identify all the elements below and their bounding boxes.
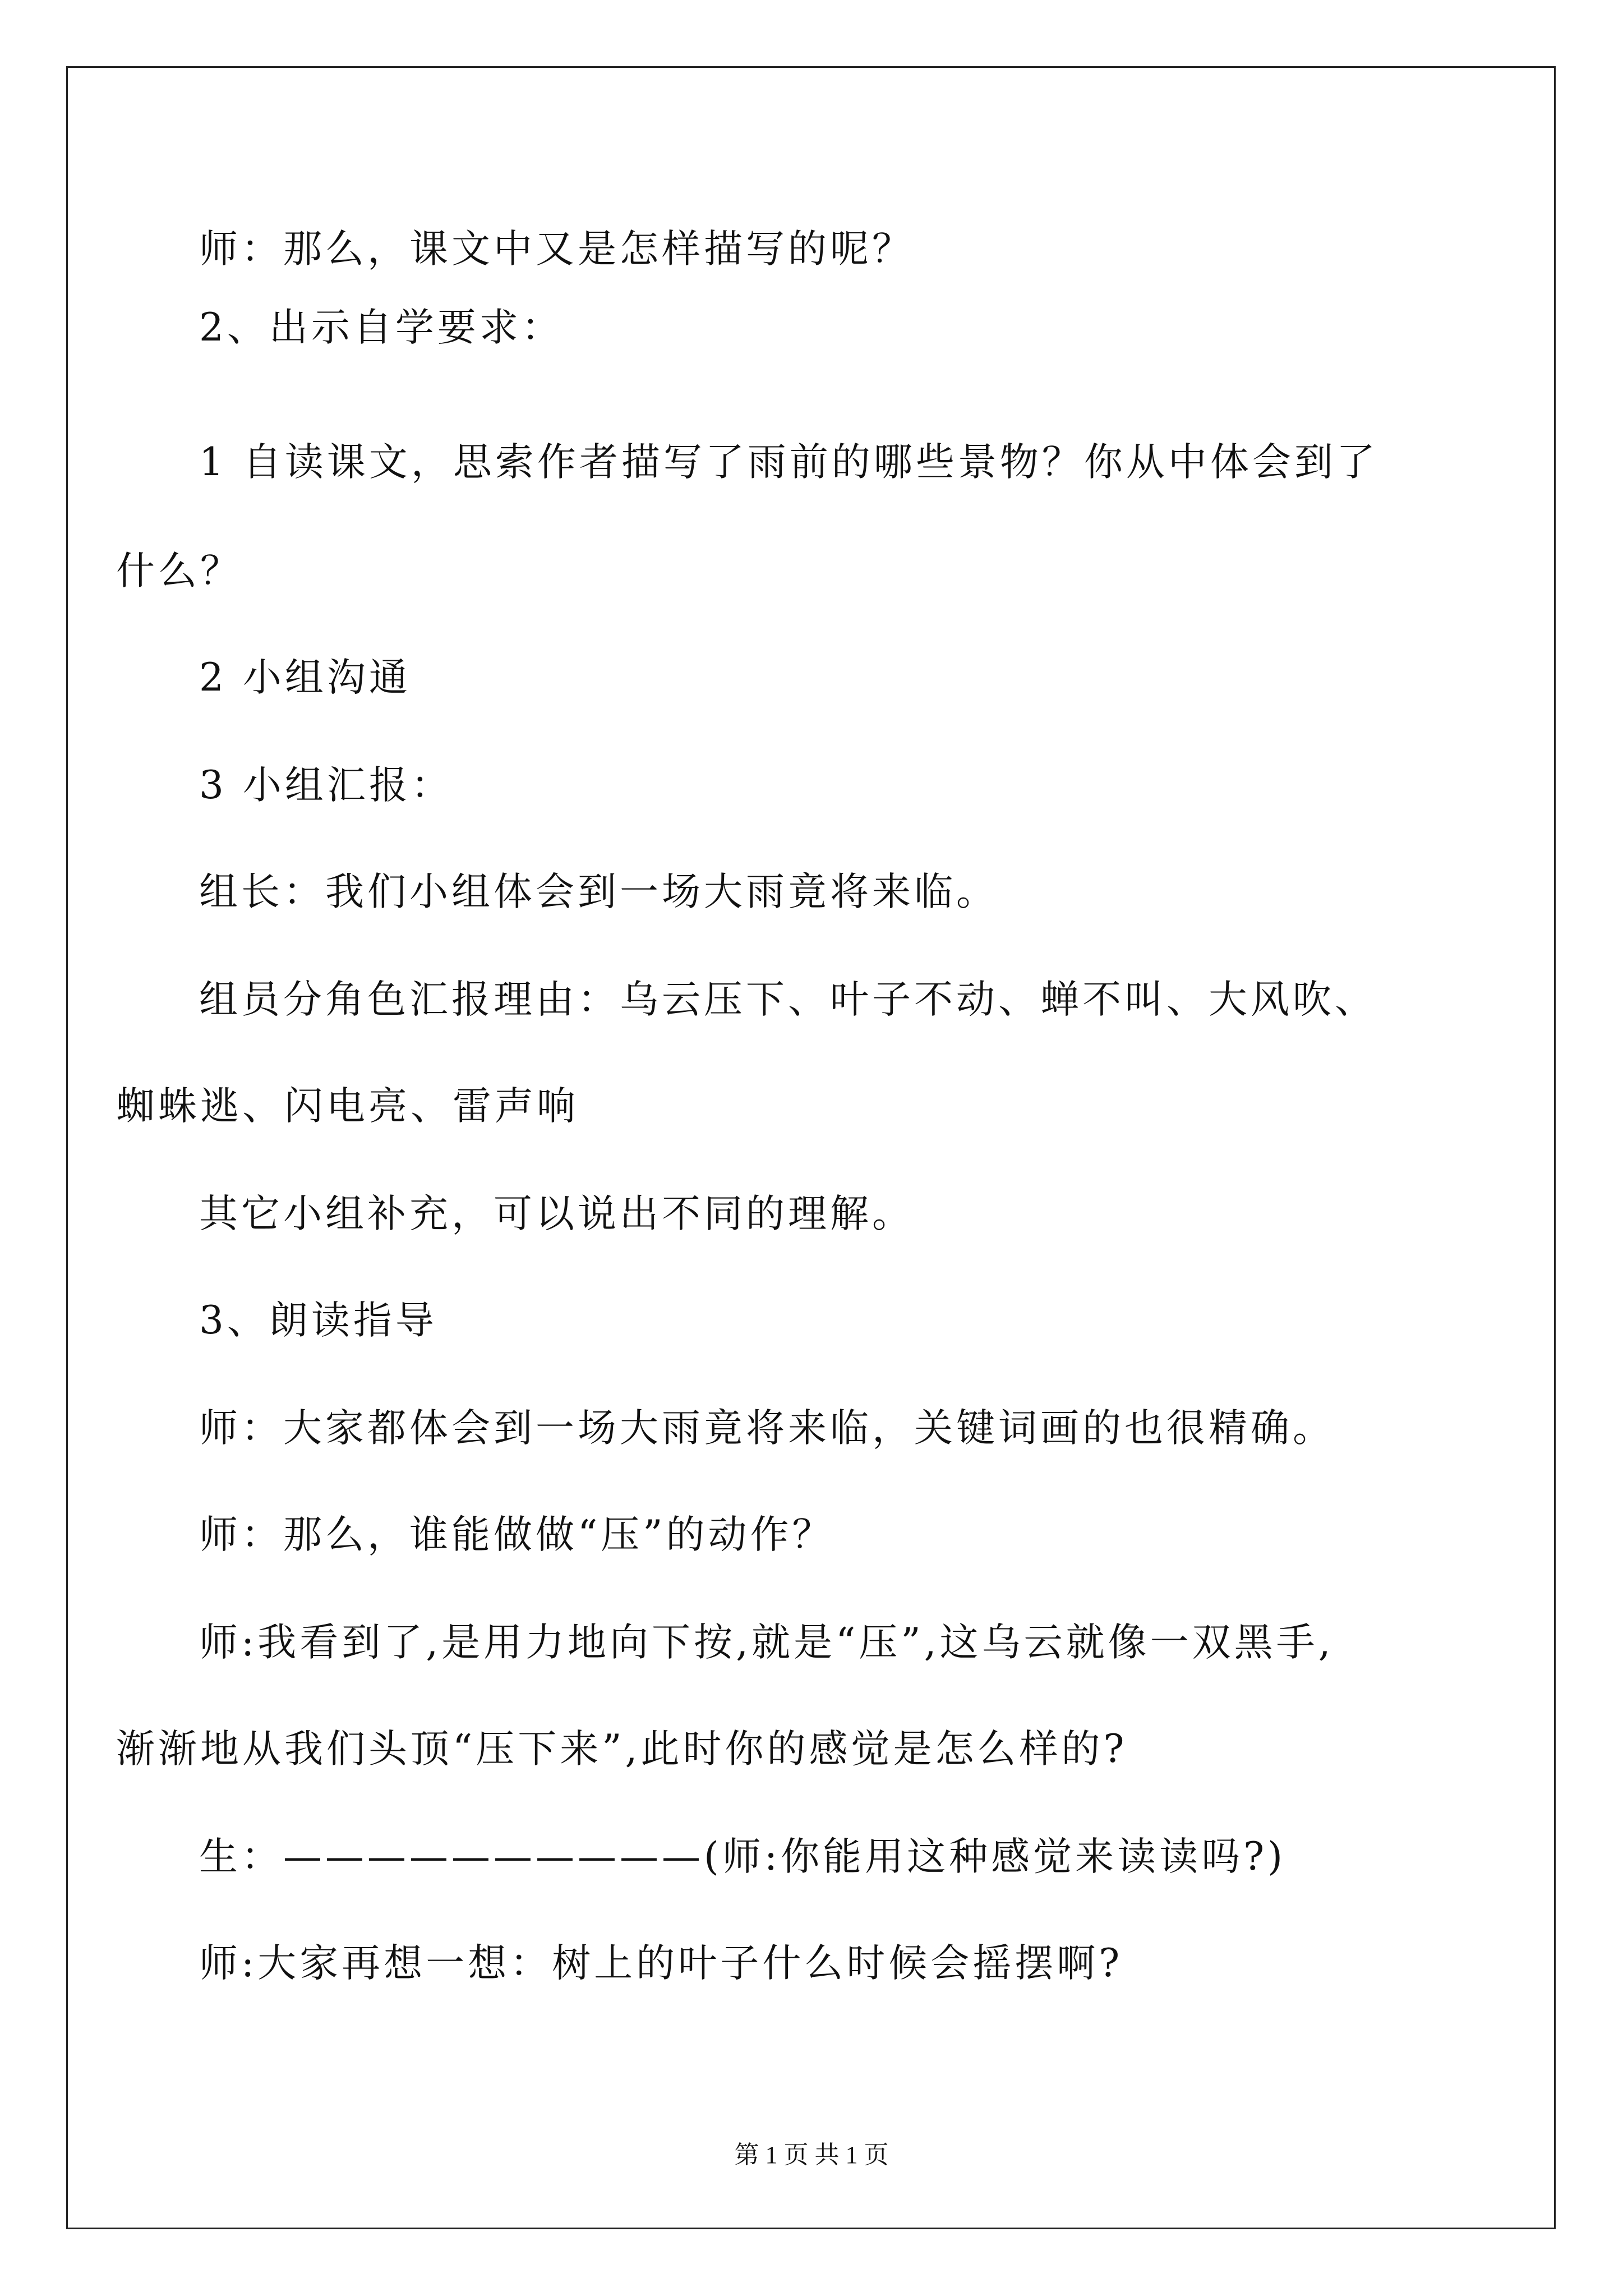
paragraph-line: 师：那么，课文中又是怎样描写的呢？ <box>199 227 914 272</box>
paragraph-line: 2、出示自学要求： <box>199 305 564 350</box>
paragraph-line: 3、朗读指导 <box>199 1298 437 1343</box>
paragraph-line: 3 小组汇报： <box>199 763 453 808</box>
paragraph-line: 组员分角色汇报理由：乌云压下、叶子不动、蝉不叫、大风吹、 <box>199 977 1377 1022</box>
paragraph-line: 1 自读课文，思索作者描写了雨前的哪些景物？你从中体会到了 <box>199 440 1378 485</box>
paragraph-line: 什么？ <box>116 549 242 593</box>
paragraph-line: 师:大家再想一想：树上的叶子什么时候会摇摆啊? <box>199 1941 1123 1986</box>
paragraph-line: 师：大家都体会到一场大雨竟将来临，关键词画的也很精确。 <box>199 1406 1335 1451</box>
paragraph-line: 蜘蛛逃、闪电亮、雷声响 <box>116 1084 579 1129</box>
paragraph-line: 渐渐地从我们头顶“压下来”,此时你的感觉是怎么样的? <box>116 1727 1128 1772</box>
page-number-footer: 第 1 页 共 1 页 <box>734 2141 889 2169</box>
paragraph-line: 2 小组沟通 <box>199 655 411 700</box>
paragraph-line: 生：——————————(师:你能用这种感觉来读读吗?) <box>199 1834 1287 1879</box>
paragraph-line: 师：那么，谁能做做“压”的动作？ <box>199 1512 834 1557</box>
paragraph-line: 组长：我们小组体会到一场大雨竟将来临。 <box>199 869 998 914</box>
paragraph-line: 其它小组补充，可以说出不同的理解。 <box>199 1191 914 1236</box>
paragraph-line: 师:我看到了,是用力地向下按,就是“压”,这乌云就像一双黑手, <box>199 1620 1334 1665</box>
page-border <box>66 66 1556 2229</box>
